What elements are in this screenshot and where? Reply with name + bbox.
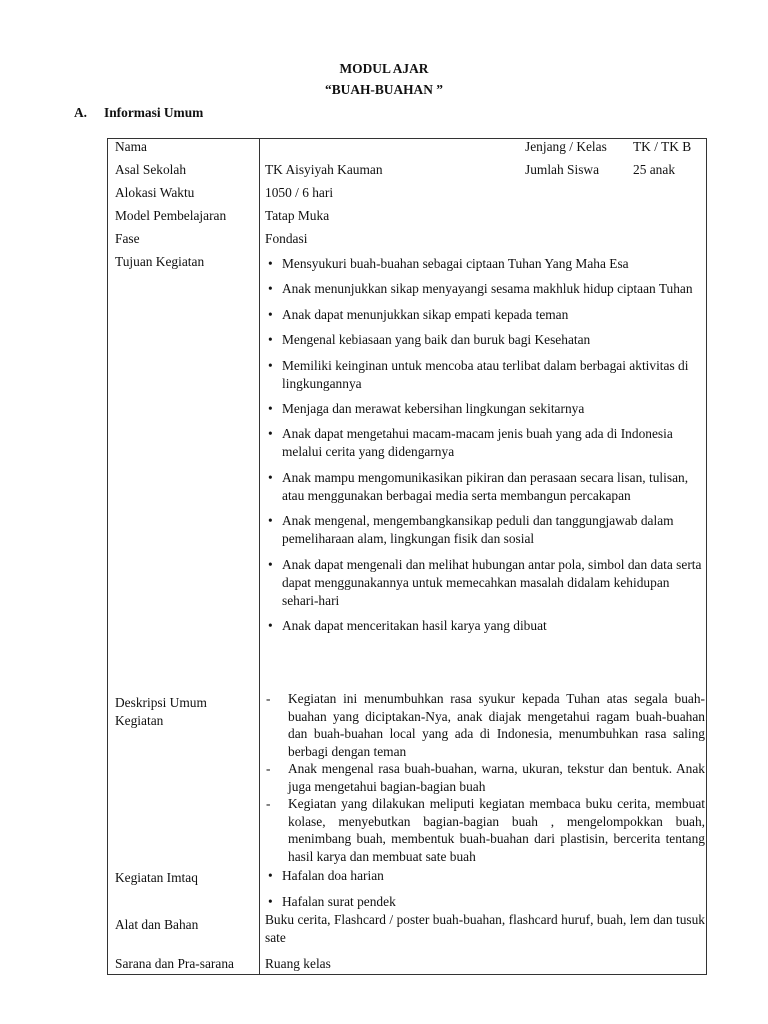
list-item: • Anak dapat mengenali dan melihat hubungan antar pola, simbol dan data serta dapat menggunakannya untuk memecahkan masalah didalam kehidupan sehari-hari [265, 556, 705, 610]
sarana-prasarana-value: Ruang kelas [265, 956, 331, 971]
alat-bahan-value: Buku cerita, Flashcard / poster buah-buahan, flashcard huruf, buah, lem dan tusuk sate [265, 912, 705, 945]
model-pembelajaran-value: Tatap Muka [265, 208, 330, 223]
deskripsi-umum-label: Deskripsi Umum Kegiatan [115, 695, 207, 728]
asal-sekolah-label: Asal Sekolah [115, 162, 187, 177]
list-item: • Anak mampu mengomunikasikan pikiran dan perasaan secara lisan, tulisan, atau menggunakan berbagai media serta membangun percakapan [265, 469, 705, 505]
fase-label: Fase [115, 231, 140, 246]
alat-bahan-label: Alat dan Bahan [115, 917, 199, 932]
document-title: MODUL AJAR [339, 61, 429, 76]
list-item: • Anak dapat mengetahui macam-macam jenis buah yang ada di Indonesia melalui cerita yang didengarnya [265, 425, 705, 461]
list-item: • Menjaga dan merawat kebersihan lingkungan sekitarnya [265, 400, 705, 418]
jenjang-label: Jenjang / Kelas [525, 139, 607, 154]
section-heading [74, 105, 203, 121]
jenjang-value: TK / TK B [633, 139, 692, 154]
list-item: • Memiliki keinginan untuk mencoba atau terlibat dalam berbagai aktivitas di lingkungannya [265, 357, 705, 393]
asal-sekolah-value: TK Aisyiyah Kauman [265, 162, 383, 177]
kegiatan-imtaq-label: Kegiatan Imtaq [115, 870, 198, 885]
list-item: • Hafalan surat pendek [265, 893, 705, 911]
column-divider [259, 138, 260, 975]
tujuan-kegiatan-label: Tujuan Kegiatan [115, 254, 205, 269]
sarana-prasarana-label: Sarana dan Pra-sarana [115, 956, 234, 971]
list-item: - Anak mengenal rasa buah-buahan, warna, ukuran, tekstur dan bentuk. Anak juga mengetahui bagian-bagian buah [265, 760, 705, 795]
nama-label: Nama [115, 139, 147, 154]
list-item: - Kegiatan yang dilakukan meliputi kegiatan membaca buku cerita, membuat kolase, menyebutkan bagian-bagian buah , mengelompokkan buah, menimbang buah, membentuk buah-buahan dari plastisin, bercerita tentang hasil karya dan membuat sate buah [265, 795, 705, 865]
section-label: Informasi Umum [104, 105, 204, 120]
fase-value: Fondasi [265, 231, 308, 246]
list-item: • Hafalan doa harian [265, 867, 705, 885]
jumlah-siswa-label: Jumlah Siswa [525, 162, 600, 177]
alokasi-waktu-label: Alokasi Waktu [115, 185, 195, 200]
deskripsi-umum-list [265, 690, 705, 865]
list-item: • Anak dapat menunjukkan sikap empati kepada teman [265, 306, 705, 324]
list-item: • Anak dapat menceritakan hasil karya yang dibuat [265, 617, 705, 635]
list-item: - Kegiatan ini menumbuhkan rasa syukur kepada Tuhan atas segala buah-buahan yang diciptakan-Nya, anak diajak mengetahui ragam buah-buahan dan buah-buahan local yang ada di Indonesia, menumbuhkan rasa saling berbagi dengan teman [265, 690, 705, 760]
list-item: • Mensyukuri buah-buahan sebagai ciptaan Tuhan Yang Maha Esa [265, 255, 705, 273]
document-subtitle: “BUAH-BUAHAN ” [325, 82, 443, 97]
alokasi-waktu-value: 1050 / 6 hari [265, 185, 334, 200]
tujuan-kegiatan-list [265, 255, 705, 642]
section-number: A. [74, 105, 88, 120]
model-pembelajaran-label: Model Pembelajaran [115, 208, 227, 223]
jumlah-siswa-value: 25 anak [633, 162, 676, 177]
list-item: • Mengenal kebiasaan yang baik dan buruk bagi Kesehatan [265, 331, 705, 349]
list-item: • Anak menunjukkan sikap menyayangi sesama makhluk hidup ciptaan Tuhan [265, 280, 705, 298]
list-item: • Anak mengenal, mengembangkansikap peduli dan tanggungjawab dalam pemeliharaan alam, lingkungan fisik dan sosial [265, 512, 705, 548]
